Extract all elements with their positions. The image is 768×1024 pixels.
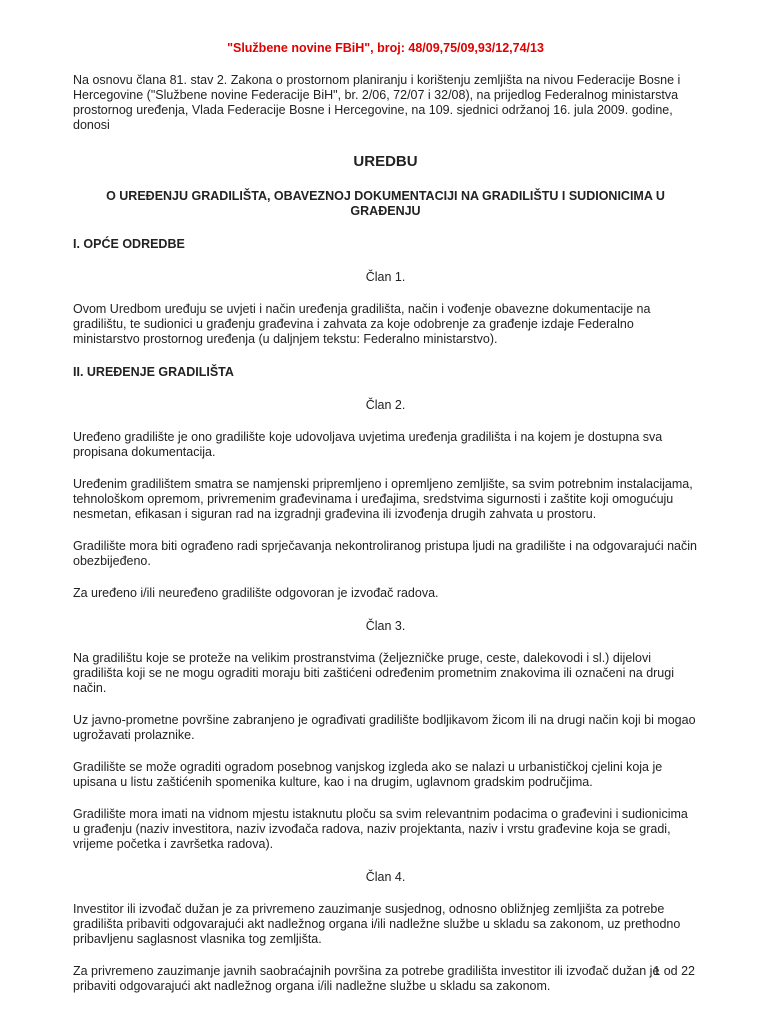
article-heading: Član 4.: [365, 870, 406, 884]
document-title: UREDBU: [353, 153, 418, 170]
article-paragraph: Za uređeno i/ili neuređeno gradilište odgovoran je izvođač radova.: [73, 586, 439, 600]
section-heading: I. OPĆE ODREDBE: [73, 237, 185, 251]
article-paragraph: Za privremeno zauzimanje javnih saobraćajnih površina za potrebe gradilišta investitor ili izvođač dužan je pribaviti odgovarajući akt nadležnog organa i/ili nadležne službe u skladu sa zakonom.: [73, 964, 660, 993]
page-number: 1 od 22: [653, 964, 695, 978]
article-paragraph: Investitor ili izvođač dužan je za privremeno zauzimanje susjednog, odnosno obližnjeg zemljišta za potrebe gradilišta pribaviti odgovarajući akt nadležnog organa i/ili nadležne službe u skladu sa zakonom, uz prethodno pribavljenu saglasnost vlasnika tog zemljišta.: [73, 902, 681, 946]
article-paragraph: Uređenim gradilištem smatra se namjenski pripremljeno i opremljeno zemljište, sa svim potrebnim instalacijama, tehnološkom opremom, privremenim građevinama i uređajima, sredstvima sigurnosti i zaštite koji omogućuju nesmetan, efikasan i siguran rad na izgradnji građevina ili izvođenja drugih zahvata u prostoru.: [73, 477, 693, 521]
article-paragraph: Gradilište se može ograditi ogradom posebnog vanjskog izgleda ako se nalazi u urbanističkoj cjelini koja je upisana u listu zaštićenih spomenika kulture, kao i na drugim, uglavnom gradskim područjima.: [73, 760, 663, 789]
article-paragraph: Gradilište mora imati na vidnom mjestu istaknutu ploču sa svim relevantnim podacima o građevini i sudionicima u građenju (naziv investitora, naziv izvođača radova, naziv projektanta, naziv i vrstu građevine koja se gradi, vrijeme početka i završetka radova).: [73, 807, 688, 851]
article-heading: Član 1.: [365, 270, 406, 284]
gazette-reference: "Službene novine FBiH", broj: 48/09,75/09,93/12,74/13: [227, 41, 544, 55]
article-paragraph: Uz javno-prometne površine zabranjeno je ograđivati gradilište bodljikavom žicom ili na drugi način koji bi mogao ugrožavati prolaznike.: [73, 713, 696, 742]
article-paragraph: Ovom Uredbom uređuju se uvjeti i način uređenja gradilišta, način i vođenje obavezne dokumentacije na gradilištu, te sudionici u građenju građevina i zahvata za koje odobrenje za građenje izdaje Federalno ministarstvo prostornog uređenja (u daljnjem tekstu: Federalno ministarstvo).: [73, 302, 651, 346]
article-paragraph: Na gradilištu koje se proteže na velikim prostranstvima (željezničke pruge, ceste, dalekovodi i sl.) dijelovi gradilišta koji se ne mogu ograditi moraju biti zaštićeni određenim prometnim znakovima ili označeni na drugi način.: [73, 651, 674, 695]
section-heading: II. UREĐENJE GRADILIŠTA: [73, 365, 234, 379]
document-page: [73, 0, 698, 994]
article-paragraph: Uređeno gradilište je ono gradilište koje udovoljava uvjetima uređenja gradilišta i na kojem je dostupna sva propisana dokumentacija.: [73, 430, 663, 459]
article-heading: Član 2.: [365, 398, 406, 412]
article-heading: Član 3.: [365, 619, 406, 633]
document-subtitle: O UREĐENJU GRADILIŠTA, OBAVEZNOJ DOKUMENTACIJI NA GRADILIŠTU I SUDIONICIMA U GRAĐENJU: [106, 189, 665, 218]
preamble-paragraph: Na osnovu člana 81. stav 2. Zakona o prostornom planiranju i korištenju zemljišta na nivou Federacije Bosne i Hercegovine ("Službene novine Federacije BiH", br. 2/06, 72/07 i 32/08), na prijedlog Federalnog ministarstva prostornog uređenja, Vlada Federacije Bosne i Hercegovine, na 109. sjednici održanoj 16. jula 2009. godine, donosi: [73, 73, 681, 132]
article-paragraph: Gradilište mora biti ograđeno radi sprječavanja nekontroliranog pristupa ljudi na gradilište i na odgovarajući način obezbijeđeno.: [73, 539, 697, 568]
